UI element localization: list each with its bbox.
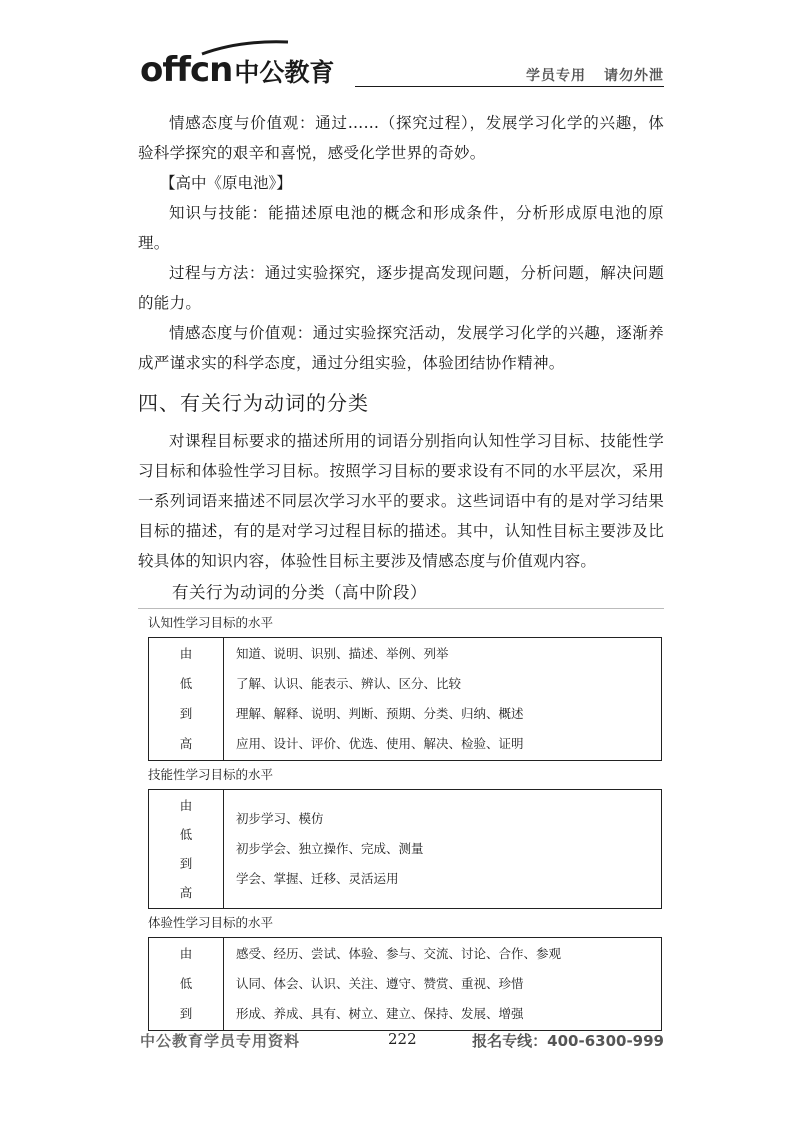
cognitive-levels-table xyxy=(148,637,662,761)
section-title: 四、有关行为动词的分类 xyxy=(138,391,369,415)
verbs-column xyxy=(224,938,662,1031)
verb-row: 了解、认识、能表示、辨认、区分、比较 xyxy=(236,676,462,691)
direction-column xyxy=(149,638,224,761)
paragraph-knowledge: 知识与技能：能描述原电池的概念和形成条件，分析形成原电池的原理。 xyxy=(138,204,664,252)
logo-swoosh-icon xyxy=(200,38,290,58)
header-tag-student: 学员专用 xyxy=(526,68,586,84)
page-number: 222 xyxy=(388,1030,417,1048)
verbs-column xyxy=(224,790,662,909)
table-title: 有关行为动词的分类（高中阶段） xyxy=(172,583,427,602)
verbs-column xyxy=(224,638,662,761)
logo-latin-text: offcn xyxy=(140,50,233,90)
page-content xyxy=(138,108,664,1031)
subheading-battery: 【高中《原电池》】 xyxy=(160,174,292,192)
direction-char: 到 xyxy=(179,856,193,871)
direction-char: 高 xyxy=(179,736,193,751)
direction-char: 由 xyxy=(179,798,193,813)
experiential-level-label: 体验性学习目标的水平 xyxy=(148,915,274,930)
direction-char: 到 xyxy=(179,706,193,721)
experiential-levels-table xyxy=(148,937,662,1031)
direction-char: 由 xyxy=(179,646,193,661)
header-tags xyxy=(526,65,664,85)
skill-levels-table xyxy=(148,789,662,909)
verb-row: 认同、体会、认识、关注、遵守、赞赏、重视、珍惜 xyxy=(236,976,524,991)
paragraph-attitude-2: 情感态度与价值观：通过实验探究活动，发展学习化学的兴趣，逐渐养成严谨求实的科学态度，通过分组实验，体验团结协作精神。 xyxy=(138,324,664,372)
logo-cn-text: 中公教育 xyxy=(234,58,335,87)
direction-column xyxy=(149,938,224,1031)
direction-column xyxy=(149,790,224,909)
verb-row: 初步学会、独立操作、完成、测量 xyxy=(236,841,424,856)
direction-char: 低 xyxy=(179,827,193,842)
direction-char: 低 xyxy=(179,676,193,691)
footer-material-note: 中公教育学员专用资料 xyxy=(140,1032,301,1050)
direction-char: 低 xyxy=(179,976,193,991)
table-title-rule xyxy=(138,608,664,609)
direction-char: 高 xyxy=(179,885,193,900)
skill-level-label: 技能性学习目标的水平 xyxy=(148,767,274,782)
paragraph-process: 过程与方法：通过实验探究，逐步提高发现问题，分析问题，解决问题的能力。 xyxy=(138,264,664,312)
direction-char: 由 xyxy=(179,946,193,961)
paragraph-attitude-1: 情感态度与价值观：通过……（探究过程），发展学习化学的兴趣，体验科学探究的艰辛和喜悦，感受化学世界的奇妙。 xyxy=(138,114,664,162)
page-header xyxy=(140,40,664,90)
footer-hotline: 报名专线：400-6300-999 xyxy=(472,1032,664,1050)
page-footer xyxy=(140,1030,664,1054)
direction-char: 到 xyxy=(179,1006,193,1021)
verb-row: 理解、解释、说明、判断、预期、分类、归纳、概述 xyxy=(236,706,524,721)
cognitive-level-label: 认知性学习目标的水平 xyxy=(148,615,274,630)
header-rule xyxy=(355,86,664,87)
verb-row: 应用、设计、评价、优选、使用、解决、检验、证明 xyxy=(236,736,524,751)
paragraph-intro: 对课程目标要求的描述所用的词语分别指向认知性学习目标、技能性学习目标和体验性学习目标。按照学习目标的要求设有不同的水平层次，采用一系列词语来描述不同层次学习水平的要求。这些词语中有的是对学习结果目标的描述，有的是对学习过程目标的描述。其中，认知性目标主要涉及比较具体的知识内容，体验性目标主要涉及情感态度与价值观内容。 xyxy=(138,432,664,570)
header-tag-confidential: 请勿外泄 xyxy=(604,68,664,84)
verb-row: 形成、养成、具有、树立、建立、保持、发展、增强 xyxy=(236,1006,524,1021)
verb-row: 知道、说明、识别、描述、举例、列举 xyxy=(236,646,449,661)
verb-row: 学会、掌握、迁移、灵活运用 xyxy=(236,871,399,886)
verb-row: 感受、经历、尝试、体验、参与、交流、讨论、合作、参观 xyxy=(236,946,562,961)
verb-row: 初步学习、模仿 xyxy=(236,811,324,826)
